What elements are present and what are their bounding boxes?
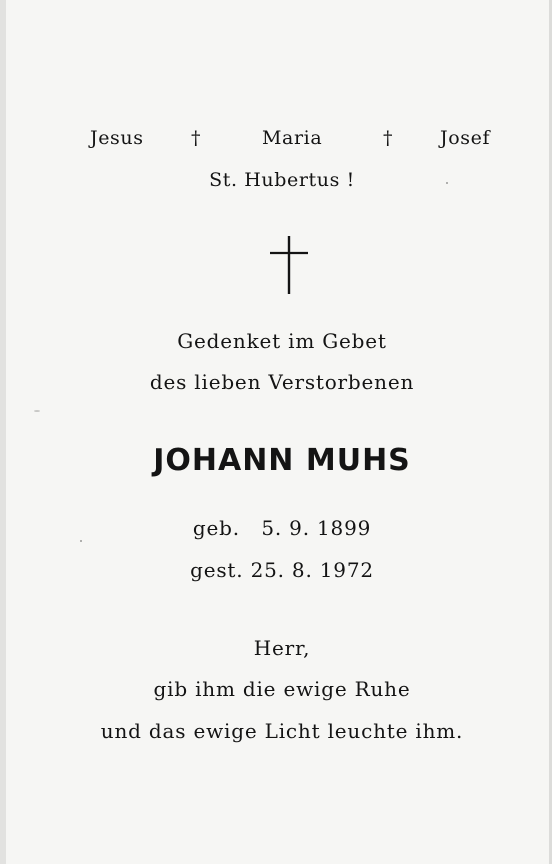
death-date: gest. 25. 8. 1972 bbox=[190, 558, 374, 582]
header-word-josef: Josef bbox=[440, 127, 491, 149]
deceased-name: JOHANN MUHS bbox=[153, 443, 411, 478]
intro-line-1: Gedenket im Gebet bbox=[177, 329, 387, 353]
scan-speck bbox=[80, 540, 82, 542]
scan-speck bbox=[34, 410, 40, 412]
birth-date: geb. 5. 9. 1899 bbox=[192, 516, 372, 540]
prayer-line-2: gib ihm die ewige Ruhe bbox=[153, 677, 411, 701]
header-word-maria: Maria bbox=[262, 127, 323, 149]
prayer-line-3: und das ewige Licht leuchte ihm. bbox=[100, 719, 464, 743]
dagger-icon: † bbox=[191, 127, 202, 149]
intro-line-2: des lieben Verstorbenen bbox=[149, 370, 415, 394]
cross-icon bbox=[270, 236, 308, 294]
scan-speck bbox=[446, 182, 448, 184]
header-word-jesus: Jesus bbox=[90, 127, 144, 149]
saint-invocation: St. Hubertus ! bbox=[209, 169, 355, 191]
dagger-icon: † bbox=[383, 127, 394, 149]
prayer-line-1: Herr, bbox=[253, 636, 311, 660]
